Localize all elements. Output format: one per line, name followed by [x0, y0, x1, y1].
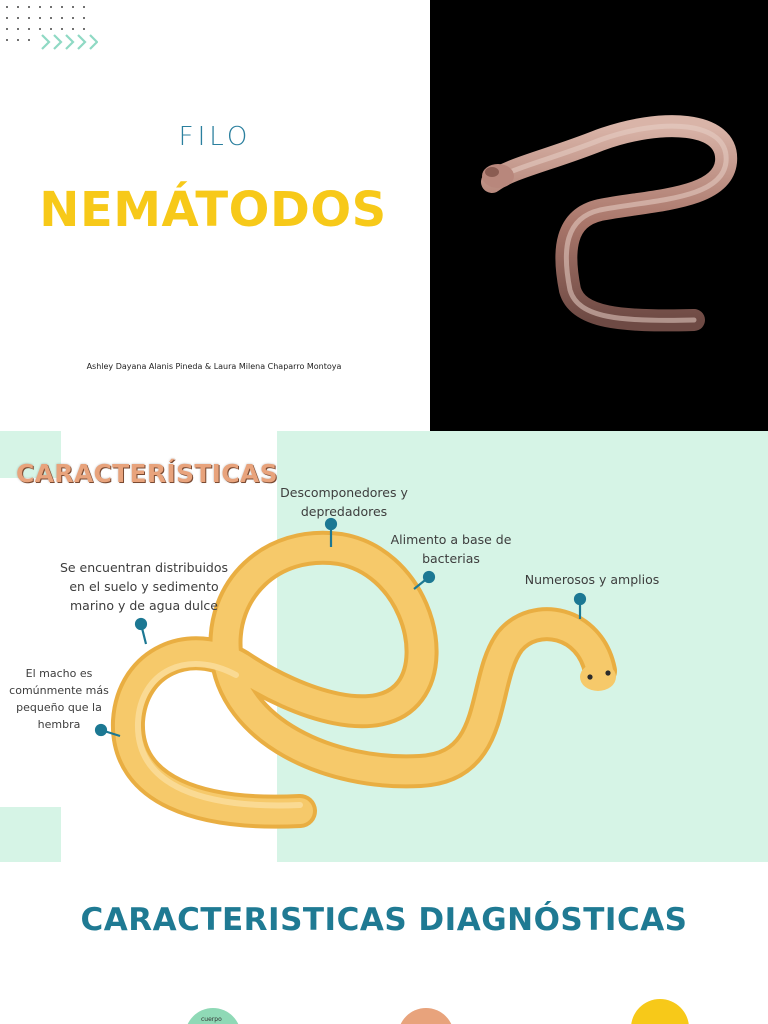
label-macho: El macho es comúnmente más pequeño que la hembra — [9, 667, 109, 731]
pin-alimento — [424, 572, 434, 582]
nematode-illustration — [430, 0, 768, 431]
authors-line: Ashley Dayana Alanis Pineda & Laura Milena Chaparro Montoya — [86, 362, 342, 371]
diagnostic-circle-1 — [185, 1008, 241, 1024]
characteristics-title: CARACTERÍSTICAS — [16, 459, 278, 488]
pin-numerosos — [575, 594, 585, 604]
page-title: NEMÁTODOS — [39, 182, 387, 238]
characteristics-slide — [0, 431, 768, 862]
label-numerosos: Numerosos y amplios — [524, 572, 660, 587]
title-slide — [0, 0, 768, 431]
label-distribucion: Se encuentran distribuidos en el suelo y sedimento marino y de agua dulce — [59, 560, 229, 613]
label-descomponedores: Descomponedores y depredadores — [280, 485, 408, 519]
worm-eye-left — [587, 674, 592, 679]
pin-encuentran — [136, 619, 146, 629]
circle-1-text: cuerpo — [201, 1016, 222, 1023]
nematode-photo — [430, 0, 768, 431]
worm-eye-right — [605, 670, 610, 675]
diagnostic-circle-3 — [631, 999, 689, 1024]
kicker-filo: FILO — [178, 122, 252, 152]
diagnostic-slide — [0, 862, 768, 1024]
diagnostic-circle-2 — [398, 1008, 454, 1024]
diagnostic-title: CARACTERISTICAS DIAGNÓSTICAS — [80, 902, 688, 938]
chevron-arrows-icon — [40, 32, 98, 52]
label-alimento: Alimento a base de bacterias — [390, 532, 512, 566]
